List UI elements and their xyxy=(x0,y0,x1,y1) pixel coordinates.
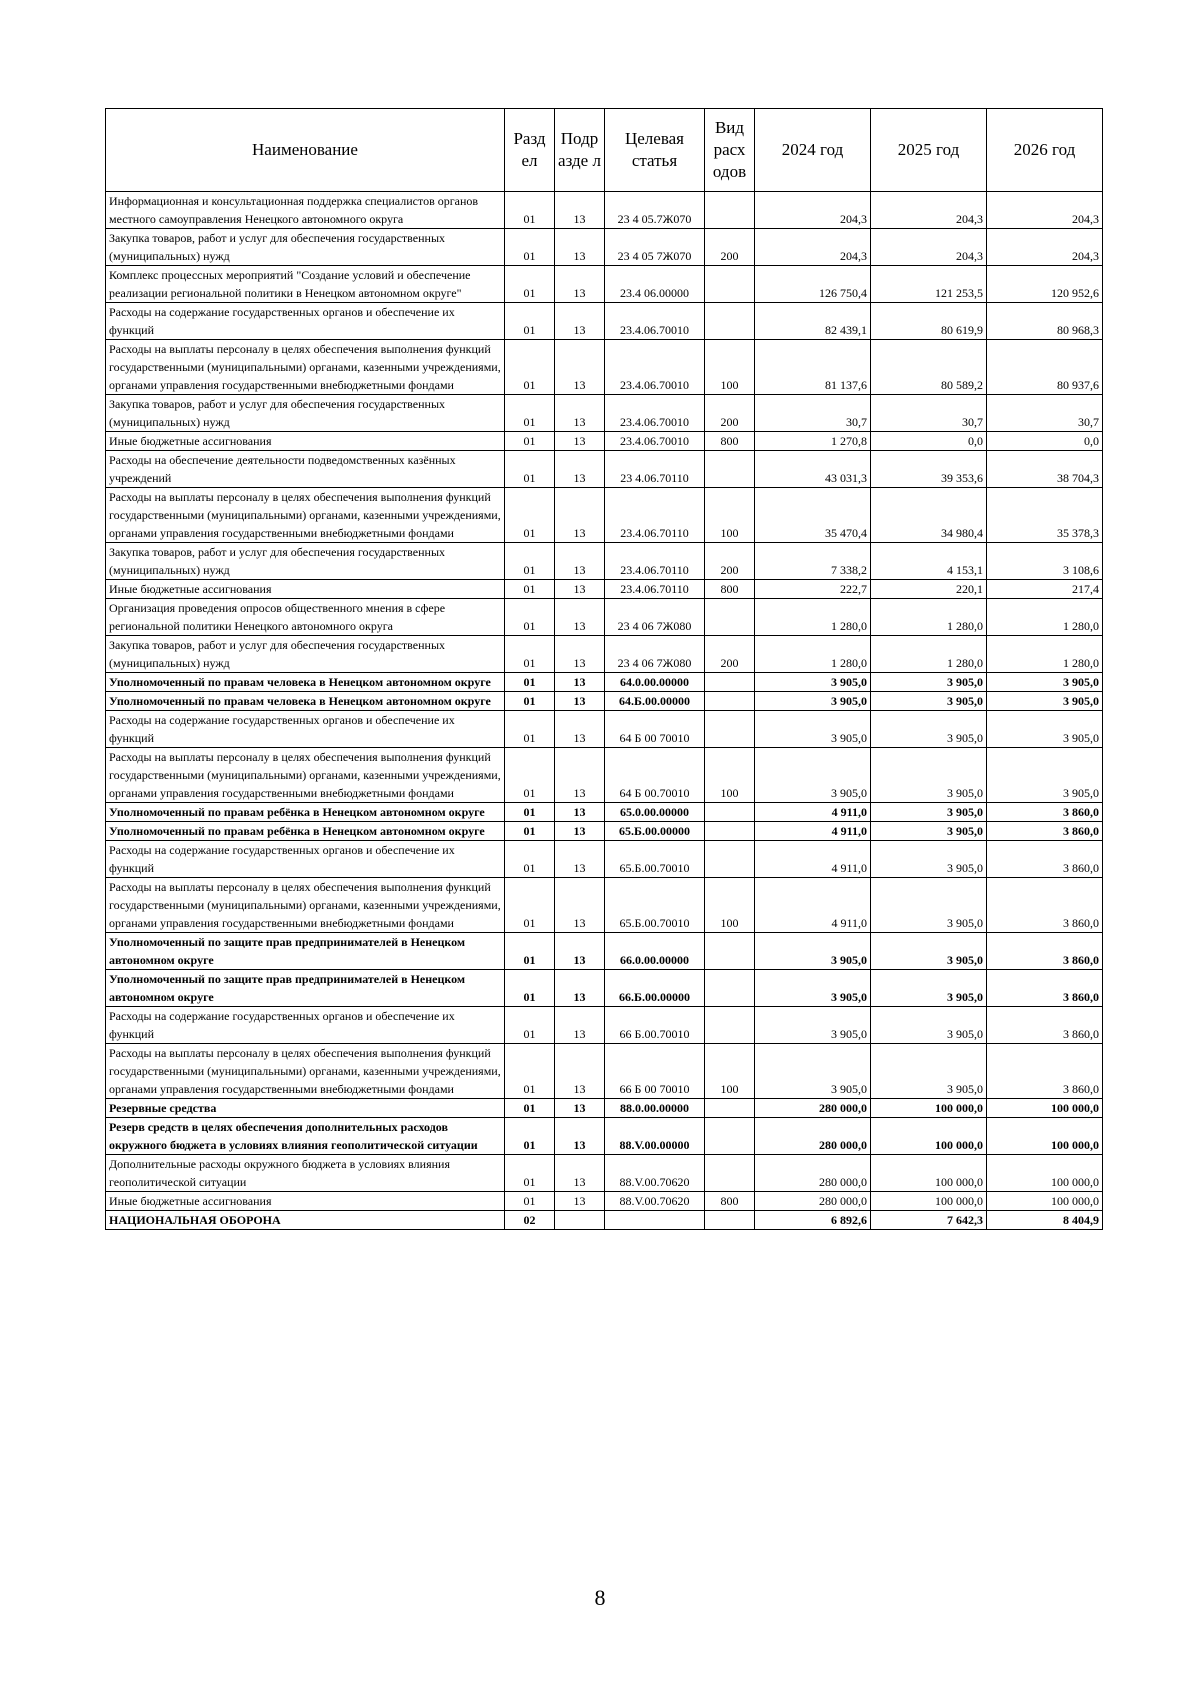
cell-2025: 1 280,0 xyxy=(871,599,987,636)
cell-name: Расходы на выплаты персоналу в целях обеспечения выполнения функций государственными (муниципальными) органами, казенными учреждениями, органами управления государственными внебюджетными фондами xyxy=(106,340,505,395)
cell-2026: 1 280,0 xyxy=(987,636,1103,673)
cell-section: 01 xyxy=(505,970,555,1007)
cell-subsection: 13 xyxy=(555,822,605,841)
cell-2025: 3 905,0 xyxy=(871,803,987,822)
cell-2026: 1 280,0 xyxy=(987,599,1103,636)
cell-target-article: 23 4 05 7Ж070 xyxy=(605,229,705,266)
header-year-2026: 2026 год xyxy=(987,109,1103,192)
table-row xyxy=(106,1118,1103,1155)
cell-2026: 3 860,0 xyxy=(987,878,1103,933)
cell-2025: 0,0 xyxy=(871,432,987,451)
cell-2025: 39 353,6 xyxy=(871,451,987,488)
cell-target-article: 65.Б.00.70010 xyxy=(605,841,705,878)
table-row xyxy=(106,673,1103,692)
cell-section: 01 xyxy=(505,748,555,803)
cell-2024: 43 031,3 xyxy=(755,451,871,488)
cell-2024: 6 892,6 xyxy=(755,1211,871,1230)
cell-2026: 100 000,0 xyxy=(987,1099,1103,1118)
cell-2025: 220,1 xyxy=(871,580,987,599)
cell-2024: 222,7 xyxy=(755,580,871,599)
cell-name: Расходы на выплаты персоналу в целях обеспечения выполнения функций государственными (муниципальными) органами, казенными учреждениями, органами управления государственными внебюджетными фондами xyxy=(106,1044,505,1099)
cell-target-article: 64 Б 00 70010 xyxy=(605,711,705,748)
cell-2025: 3 905,0 xyxy=(871,878,987,933)
cell-2025: 34 980,4 xyxy=(871,488,987,543)
cell-subsection: 13 xyxy=(555,543,605,580)
table-row xyxy=(106,229,1103,266)
cell-2026: 217,4 xyxy=(987,580,1103,599)
cell-subsection: 13 xyxy=(555,340,605,395)
cell-section: 01 xyxy=(505,1118,555,1155)
table-row xyxy=(106,933,1103,970)
cell-2024: 1 270,8 xyxy=(755,432,871,451)
cell-2025: 3 905,0 xyxy=(871,673,987,692)
cell-name: Уполномоченный по правам человека в Ненецком автономном округе xyxy=(106,692,505,711)
cell-section: 01 xyxy=(505,1007,555,1044)
header-expense-type: Вид расх одов xyxy=(705,109,755,192)
cell-section: 01 xyxy=(505,933,555,970)
header-section: Разд ел xyxy=(505,109,555,192)
cell-2024: 204,3 xyxy=(755,229,871,266)
cell-2024: 3 905,0 xyxy=(755,1044,871,1099)
cell-name: Информационная и консультационная поддержка специалистов органов местного самоуправления Ненецкого автономного округа xyxy=(106,192,505,229)
cell-expense-type xyxy=(705,692,755,711)
cell-2024: 280 000,0 xyxy=(755,1192,871,1211)
table-row xyxy=(106,599,1103,636)
cell-subsection: 13 xyxy=(555,970,605,1007)
cell-target-article: 23.4.06.70010 xyxy=(605,395,705,432)
cell-section: 02 xyxy=(505,1211,555,1230)
cell-2024: 7 338,2 xyxy=(755,543,871,580)
table-row xyxy=(106,451,1103,488)
header-year-2024: 2024 год xyxy=(755,109,871,192)
cell-name: Резерв средств в целях обеспечения дополнительных расходов окружного бюджета в условиях влияния геополитической ситуации xyxy=(106,1118,505,1155)
cell-2026: 3 860,0 xyxy=(987,933,1103,970)
cell-2025: 204,3 xyxy=(871,192,987,229)
cell-subsection: 13 xyxy=(555,711,605,748)
cell-subsection: 13 xyxy=(555,266,605,303)
cell-subsection: 13 xyxy=(555,488,605,543)
cell-subsection: 13 xyxy=(555,636,605,673)
table-row xyxy=(106,303,1103,340)
cell-expense-type xyxy=(705,711,755,748)
cell-2025: 3 905,0 xyxy=(871,822,987,841)
cell-section: 01 xyxy=(505,1044,555,1099)
cell-2026: 30,7 xyxy=(987,395,1103,432)
cell-expense-type xyxy=(705,933,755,970)
cell-2026: 3 108,6 xyxy=(987,543,1103,580)
table-row xyxy=(106,1099,1103,1118)
table-row xyxy=(106,1211,1103,1230)
cell-2025: 204,3 xyxy=(871,229,987,266)
table-row xyxy=(106,580,1103,599)
table-row xyxy=(106,340,1103,395)
cell-target-article: 23 4 05.7Ж070 xyxy=(605,192,705,229)
cell-target-article: 64.0.00.00000 xyxy=(605,673,705,692)
cell-2026: 3 905,0 xyxy=(987,673,1103,692)
cell-subsection: 13 xyxy=(555,1155,605,1192)
table-row xyxy=(106,432,1103,451)
cell-target-article: 66 Б.00.70010 xyxy=(605,1007,705,1044)
cell-expense-type: 100 xyxy=(705,340,755,395)
cell-subsection: 13 xyxy=(555,748,605,803)
cell-name: Закупка товаров, работ и услуг для обеспечения государственных (муниципальных) нужд xyxy=(106,395,505,432)
cell-name: Уполномоченный по правам ребёнка в Ненецком автономном округе xyxy=(106,803,505,822)
cell-2024: 4 911,0 xyxy=(755,841,871,878)
cell-2024: 3 905,0 xyxy=(755,933,871,970)
cell-expense-type: 800 xyxy=(705,1192,755,1211)
cell-2026: 204,3 xyxy=(987,192,1103,229)
cell-section: 01 xyxy=(505,192,555,229)
cell-name: Расходы на содержание государственных органов и обеспечение их функций xyxy=(106,841,505,878)
cell-name: Организация проведения опросов общественного мнения в сфере региональной политики Ненецкого автономного округа xyxy=(106,599,505,636)
table-body xyxy=(106,192,1103,1230)
cell-section: 01 xyxy=(505,692,555,711)
cell-section: 01 xyxy=(505,488,555,543)
cell-2024: 280 000,0 xyxy=(755,1155,871,1192)
cell-name: Закупка товаров, работ и услуг для обеспечения государственных (муниципальных) нужд xyxy=(106,229,505,266)
cell-2024: 3 905,0 xyxy=(755,711,871,748)
cell-name: Уполномоченный по правам ребёнка в Ненецком автономном округе xyxy=(106,822,505,841)
cell-section: 01 xyxy=(505,841,555,878)
cell-subsection: 13 xyxy=(555,303,605,340)
cell-2026: 3 905,0 xyxy=(987,711,1103,748)
cell-subsection: 13 xyxy=(555,1192,605,1211)
cell-target-article: 66.Б.00.00000 xyxy=(605,970,705,1007)
cell-2026: 0,0 xyxy=(987,432,1103,451)
cell-2024: 4 911,0 xyxy=(755,878,871,933)
cell-name: Иные бюджетные ассигнования xyxy=(106,1192,505,1211)
header-subsection: Подр азде л xyxy=(555,109,605,192)
cell-2025: 3 905,0 xyxy=(871,841,987,878)
cell-section: 01 xyxy=(505,543,555,580)
cell-target-article: 66.0.00.00000 xyxy=(605,933,705,970)
cell-name: Расходы на выплаты персоналу в целях обеспечения выполнения функций государственными (муниципальными) органами, казенными учреждениями, органами управления государственными внебюджетными фондами xyxy=(106,748,505,803)
cell-2024: 1 280,0 xyxy=(755,599,871,636)
cell-target-article: 23.4.06.70110 xyxy=(605,580,705,599)
cell-section: 01 xyxy=(505,1192,555,1211)
table-row xyxy=(106,266,1103,303)
cell-section: 01 xyxy=(505,395,555,432)
table-row xyxy=(106,636,1103,673)
cell-subsection: 13 xyxy=(555,432,605,451)
cell-subsection: 13 xyxy=(555,803,605,822)
cell-expense-type xyxy=(705,970,755,1007)
cell-2025: 3 905,0 xyxy=(871,692,987,711)
cell-expense-type xyxy=(705,303,755,340)
table-row xyxy=(106,192,1103,229)
cell-expense-type: 100 xyxy=(705,1044,755,1099)
cell-2025: 100 000,0 xyxy=(871,1192,987,1211)
table-row xyxy=(106,803,1103,822)
cell-target-article: 23.4 06.00000 xyxy=(605,266,705,303)
cell-expense-type xyxy=(705,451,755,488)
cell-target-article: 88.0.00.00000 xyxy=(605,1099,705,1118)
cell-target-article: 88.V.00.70620 xyxy=(605,1155,705,1192)
cell-2026: 3 905,0 xyxy=(987,692,1103,711)
cell-expense-type xyxy=(705,673,755,692)
cell-2026: 3 860,0 xyxy=(987,970,1103,1007)
cell-target-article: 23.4.06.70110 xyxy=(605,488,705,543)
cell-2026: 3 860,0 xyxy=(987,803,1103,822)
cell-2024: 3 905,0 xyxy=(755,692,871,711)
cell-target-article: 88.V.00.70620 xyxy=(605,1192,705,1211)
cell-name: Расходы на содержание государственных органов и обеспечение их функций xyxy=(106,303,505,340)
table-row xyxy=(106,1155,1103,1192)
cell-2024: 280 000,0 xyxy=(755,1099,871,1118)
header-name: Наименование xyxy=(106,109,505,192)
cell-2025: 80 589,2 xyxy=(871,340,987,395)
cell-section: 01 xyxy=(505,303,555,340)
cell-target-article: 66 Б 00 70010 xyxy=(605,1044,705,1099)
cell-target-article: 23 4 06 7Ж080 xyxy=(605,636,705,673)
cell-target-article: 23.4.06.70010 xyxy=(605,303,705,340)
cell-2026: 3 860,0 xyxy=(987,822,1103,841)
cell-section: 01 xyxy=(505,432,555,451)
cell-expense-type xyxy=(705,1211,755,1230)
cell-section: 01 xyxy=(505,711,555,748)
cell-2024: 3 905,0 xyxy=(755,673,871,692)
cell-expense-type xyxy=(705,822,755,841)
cell-expense-type xyxy=(705,803,755,822)
cell-name: Уполномоченный по правам человека в Ненецком автономном округе xyxy=(106,673,505,692)
cell-subsection: 13 xyxy=(555,192,605,229)
cell-2024: 3 905,0 xyxy=(755,748,871,803)
cell-expense-type: 100 xyxy=(705,878,755,933)
cell-expense-type: 200 xyxy=(705,636,755,673)
table-row xyxy=(106,970,1103,1007)
cell-2024: 3 905,0 xyxy=(755,1007,871,1044)
cell-section: 01 xyxy=(505,822,555,841)
cell-2025: 100 000,0 xyxy=(871,1118,987,1155)
cell-expense-type xyxy=(705,1155,755,1192)
cell-name: Расходы на содержание государственных органов и обеспечение их функций xyxy=(106,711,505,748)
cell-2026: 204,3 xyxy=(987,229,1103,266)
cell-target-article xyxy=(605,1211,705,1230)
cell-2025: 3 905,0 xyxy=(871,970,987,1007)
cell-2026: 120 952,6 xyxy=(987,266,1103,303)
cell-name: Иные бюджетные ассигнования xyxy=(106,432,505,451)
cell-2026: 100 000,0 xyxy=(987,1118,1103,1155)
cell-name: Расходы на обеспечение деятельности подведомственных казённых учреждений xyxy=(106,451,505,488)
cell-section: 01 xyxy=(505,803,555,822)
cell-target-article: 65.Б.00.70010 xyxy=(605,878,705,933)
cell-2024: 1 280,0 xyxy=(755,636,871,673)
cell-name: Дополнительные расходы окружного бюджета в условиях влияния геополитической ситуации xyxy=(106,1155,505,1192)
cell-target-article: 23.4.06.70010 xyxy=(605,432,705,451)
cell-target-article: 64 Б 00.70010 xyxy=(605,748,705,803)
cell-name: Комплекс процессных мероприятий "Создание условий и обеспечение реализации региональной политики в Ненецком автономном округе" xyxy=(106,266,505,303)
table-row xyxy=(106,1044,1103,1099)
cell-target-article: 64.Б.00.00000 xyxy=(605,692,705,711)
cell-section: 01 xyxy=(505,1099,555,1118)
header-year-2025: 2025 год xyxy=(871,109,987,192)
table-row xyxy=(106,692,1103,711)
cell-target-article: 23.4.06.70010 xyxy=(605,340,705,395)
cell-2024: 81 137,6 xyxy=(755,340,871,395)
cell-target-article: 88.V.00.00000 xyxy=(605,1118,705,1155)
table-row xyxy=(106,395,1103,432)
cell-2025: 3 905,0 xyxy=(871,748,987,803)
page-number: 8 xyxy=(594,1585,606,1610)
cell-2024: 3 905,0 xyxy=(755,970,871,1007)
cell-expense-type: 100 xyxy=(705,748,755,803)
cell-expense-type xyxy=(705,1099,755,1118)
cell-subsection: 13 xyxy=(555,1099,605,1118)
cell-subsection: 13 xyxy=(555,1007,605,1044)
cell-name: Расходы на выплаты персоналу в целях обеспечения выполнения функций государственными (муниципальными) органами, казенными учреждениями, органами управления государственными внебюджетными фондами xyxy=(106,878,505,933)
cell-2025: 3 905,0 xyxy=(871,1044,987,1099)
cell-subsection: 13 xyxy=(555,933,605,970)
cell-2024: 35 470,4 xyxy=(755,488,871,543)
cell-2025: 30,7 xyxy=(871,395,987,432)
cell-2026: 80 968,3 xyxy=(987,303,1103,340)
cell-expense-type: 100 xyxy=(705,488,755,543)
cell-subsection: 13 xyxy=(555,841,605,878)
cell-name: Резервные средства xyxy=(106,1099,505,1118)
cell-2025: 100 000,0 xyxy=(871,1155,987,1192)
cell-2026: 80 937,6 xyxy=(987,340,1103,395)
cell-2025: 4 153,1 xyxy=(871,543,987,580)
cell-2025: 3 905,0 xyxy=(871,711,987,748)
cell-2025: 3 905,0 xyxy=(871,933,987,970)
cell-section: 01 xyxy=(505,599,555,636)
cell-subsection: 13 xyxy=(555,451,605,488)
cell-2025: 121 253,5 xyxy=(871,266,987,303)
cell-name: Расходы на выплаты персоналу в целях обеспечения выполнения функций государственными (муниципальными) органами, казенными учреждениями, органами управления государственными внебюджетными фондами xyxy=(106,488,505,543)
cell-2026: 3 905,0 xyxy=(987,748,1103,803)
cell-section: 01 xyxy=(505,636,555,673)
cell-subsection xyxy=(555,1211,605,1230)
cell-name: Закупка товаров, работ и услуг для обеспечения государственных (муниципальных) нужд xyxy=(106,636,505,673)
cell-name: НАЦИОНАЛЬНАЯ ОБОРОНА xyxy=(106,1211,505,1230)
cell-2025: 1 280,0 xyxy=(871,636,987,673)
cell-subsection: 13 xyxy=(555,1044,605,1099)
cell-2024: 30,7 xyxy=(755,395,871,432)
cell-subsection: 13 xyxy=(555,878,605,933)
cell-target-article: 23 4 06 7Ж080 xyxy=(605,599,705,636)
cell-2025: 3 905,0 xyxy=(871,1007,987,1044)
cell-2025: 100 000,0 xyxy=(871,1099,987,1118)
cell-section: 01 xyxy=(505,580,555,599)
cell-2026: 38 704,3 xyxy=(987,451,1103,488)
cell-2024: 280 000,0 xyxy=(755,1118,871,1155)
cell-2026: 8 404,9 xyxy=(987,1211,1103,1230)
cell-2026: 3 860,0 xyxy=(987,1007,1103,1044)
cell-name: Уполномоченный по защите прав предпринимателей в Ненецком автономном округе xyxy=(106,970,505,1007)
cell-2026: 100 000,0 xyxy=(987,1192,1103,1211)
table-row xyxy=(106,543,1103,580)
cell-expense-type: 800 xyxy=(705,580,755,599)
table-row xyxy=(106,878,1103,933)
table-row xyxy=(106,1007,1103,1044)
cell-2024: 204,3 xyxy=(755,192,871,229)
cell-subsection: 13 xyxy=(555,395,605,432)
table-row xyxy=(106,841,1103,878)
cell-section: 01 xyxy=(505,673,555,692)
cell-expense-type xyxy=(705,1118,755,1155)
header-row xyxy=(106,109,1103,192)
table-row xyxy=(106,822,1103,841)
cell-section: 01 xyxy=(505,878,555,933)
cell-name: Иные бюджетные ассигнования xyxy=(106,580,505,599)
cell-2024: 4 911,0 xyxy=(755,822,871,841)
cell-2026: 100 000,0 xyxy=(987,1155,1103,1192)
cell-2025: 80 619,9 xyxy=(871,303,987,340)
cell-section: 01 xyxy=(505,229,555,266)
cell-name: Закупка товаров, работ и услуг для обеспечения государственных (муниципальных) нужд xyxy=(106,543,505,580)
cell-expense-type xyxy=(705,192,755,229)
cell-2026: 3 860,0 xyxy=(987,1044,1103,1099)
cell-expense-type: 200 xyxy=(705,395,755,432)
table-row xyxy=(106,488,1103,543)
cell-subsection: 13 xyxy=(555,599,605,636)
cell-target-article: 23 4.06.70110 xyxy=(605,451,705,488)
cell-2024: 126 750,4 xyxy=(755,266,871,303)
cell-name: Расходы на содержание государственных органов и обеспечение их функций xyxy=(106,1007,505,1044)
cell-expense-type: 800 xyxy=(705,432,755,451)
cell-target-article: 65.Б.00.00000 xyxy=(605,822,705,841)
cell-subsection: 13 xyxy=(555,692,605,711)
table-row xyxy=(106,1192,1103,1211)
cell-target-article: 23.4.06.70110 xyxy=(605,543,705,580)
cell-subsection: 13 xyxy=(555,229,605,266)
cell-section: 01 xyxy=(505,451,555,488)
cell-expense-type: 200 xyxy=(705,229,755,266)
cell-expense-type: 200 xyxy=(705,543,755,580)
cell-2025: 7 642,3 xyxy=(871,1211,987,1230)
cell-subsection: 13 xyxy=(555,1118,605,1155)
cell-2024: 82 439,1 xyxy=(755,303,871,340)
table-row xyxy=(106,711,1103,748)
table-row xyxy=(106,748,1103,803)
cell-name: Уполномоченный по защите прав предпринимателей в Ненецком автономном округе xyxy=(106,933,505,970)
budget-table xyxy=(105,108,1103,1230)
cell-section: 01 xyxy=(505,1155,555,1192)
cell-target-article: 65.0.00.00000 xyxy=(605,803,705,822)
header-target-article: Целевая статья xyxy=(605,109,705,192)
cell-2024: 4 911,0 xyxy=(755,803,871,822)
cell-section: 01 xyxy=(505,340,555,395)
cell-2026: 35 378,3 xyxy=(987,488,1103,543)
cell-expense-type xyxy=(705,841,755,878)
cell-expense-type xyxy=(705,599,755,636)
cell-subsection: 13 xyxy=(555,673,605,692)
cell-2026: 3 860,0 xyxy=(987,841,1103,878)
cell-expense-type xyxy=(705,1007,755,1044)
cell-section: 01 xyxy=(505,266,555,303)
cell-expense-type xyxy=(705,266,755,303)
cell-subsection: 13 xyxy=(555,580,605,599)
